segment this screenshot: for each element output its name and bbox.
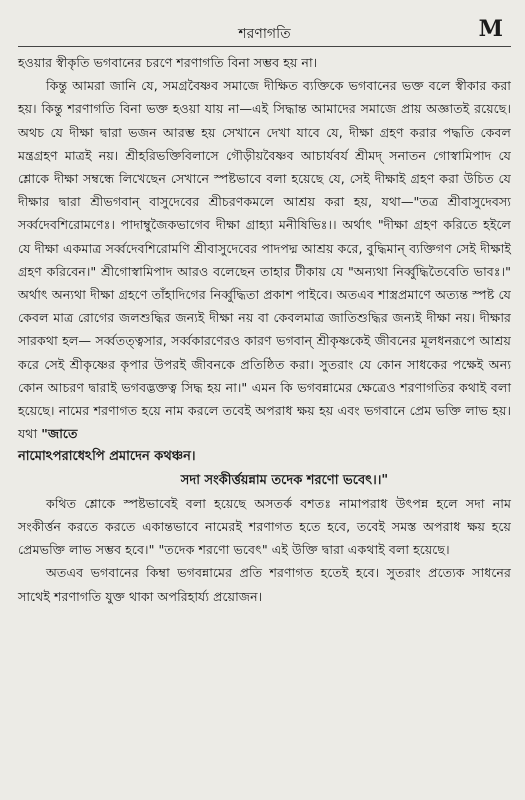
verse-line-1: নামোঽপরাধেঽপি প্রমাদেন কথঞ্চন। — [18, 449, 196, 465]
verse-opening-quote: "জাতে — [41, 426, 78, 442]
paragraph-1: হওয়ার স্বীকৃতি ভগবানের চরণে শরণাগতি বিনা সম্ভব হয় না। — [18, 55, 318, 70]
paragraph-4: অতএব ভগবানের কিম্বা ভগবন্নামের প্রতি শরণাগত হতেই হবে। সুতরাং প্রত্যেক সাধনের সাথেই শরণাগতি যুক্ত থাকা অপরিহার্য্য প্রয়োজন। — [18, 565, 511, 604]
page-body — [18, 51, 511, 608]
paragraph-2-text: কিন্তু আমরা জানি যে, সমগ্রবৈষ্ণব সমাজে দীক্ষিত ব্যক্তিকে ভগবানের ভক্ত বলে স্বীকার করা হয়। কিন্তু শরণাগতি বিনা ভক্ত হওয়া যায় না—এই সিদ্ধান্ত আমাদের সমাজে প্রায় অজ্ঞাতই রয়েছে। অথচ যে দীক্ষা দ্বারা ভজন আরম্ভ হয় সেখানে দেখা যাবে যে, দীক্ষা গ্রহণ করার পদ্ধতি কেবল মন্ত্রগ্রহণ মাত্রই নয়। শ্রীহরিভক্তিবিলাসে গৌড়ীয়বৈষ্ণব আচার্যবর্য শ্রীমদ্ সনাতন গোস্বামিপাদ যে শ্লোকে দীক্ষা সম্বন্ধে লিখেছেন সেখানে স্পষ্টভাবে বলা হয়েছে যে, সেই দীক্ষাই গ্রহণ করা উচিত যে দীক্ষার দ্বারা শ্রীভগবান্ বাসুদেবের শ্রীচরণকমলে আশ্রয় করা হয়, যথা—"তত্র শ্রীবাসুদেবস্য সর্ব্বদেবশিরোমণেঃ। পাদাম্বুজৈকভাগেব দীক্ষা গ্রাহ্যা মনীষিভিঃ।। অর্থাৎ "দীক্ষা গ্রহণ করিতে হইলে যে দীক্ষা একমাত্র সর্ব্বদেবশিরোমণি শ্রীবাসুদেবের পাদপদ্ম আশ্রয় করে, বুদ্ধিমান্ ব্যক্তিগণ সেই দীক্ষাই গ্রহণ করিবেন।" শ্রীগোস্বামিপাদ আরও বলেছেন তাহার টীকায় যে "অন্যথা নির্ব্বুদ্ধিতৈবেতি ভাবঃ।" অর্থাৎ অন্যথা দীক্ষা গ্রহণে তাঁহাদিগের নির্ব্বুদ্ধিতা প্রকাশ পাইবে। অতএব শাস্ত্রপ্রমাণে অত্যন্ত স্পষ্ট যে কেবল মাত্র রোগের জলশুদ্ধির জন্যই দীক্ষা নয় বা কেবলমাত্র জাতিশুদ্ধির জন্যই দীক্ষা নয়। দীক্ষার সারকথা হল— সর্ব্বতত্ত্বসার, সর্ব্বকারণেরও কারণ ভগবান্ শ্রীকৃষ্ণকেই জীবনের মূলধনরূপে আশ্রয় করে সেই শ্রীকৃষ্ণের কৃপার উপরই জীবনকে প্রতিষ্ঠিত করা। সুতরাং যে কোন সাধকের পক্ষেই অন্য কোন আচরণ দ্বারাই ভগবদ্ভক্তত্ব সিদ্ধ হয় না।" এমন কি ভগবন্নামের ক্ষেত্রেও শরণাগতির কথাই বলা হয়েছে। নামের শরণাগত হয়ে নাম করলে তবেই অপরাধ ক্ষয় হয় এবং ভগবানে প্রেম ভক্তি লাভ হয়। যথা — [18, 78, 511, 442]
paragraph-2 — [18, 74, 511, 445]
paragraph-3: কথিত শ্লোকে স্পষ্টভাবেই বলা হয়েছে অসতর্ক বশতঃ নামাপরাধ উৎপন্ন হলে সদা নাম সংকীর্ত্তন করতে করতে একান্তভাবে নামেরই শরণাগত হতে হবে, তবেই সমস্ত অপরাধ ক্ষয় হয়ে প্রেমভক্তি লাভ সম্ভব হবে।" "তদেক শরণো ভবেৎ" এই উক্তি দ্বারা একথাই বলা হয়েছে। — [18, 495, 511, 558]
page-marker: M — [478, 16, 503, 42]
verse-line-2: সদা সংকীর্ত্তয়ন্নাম তদেক শরণো ভবেৎ।।" — [180, 472, 389, 488]
running-title: শরণাগতি — [238, 26, 291, 42]
page-header — [18, 16, 511, 47]
